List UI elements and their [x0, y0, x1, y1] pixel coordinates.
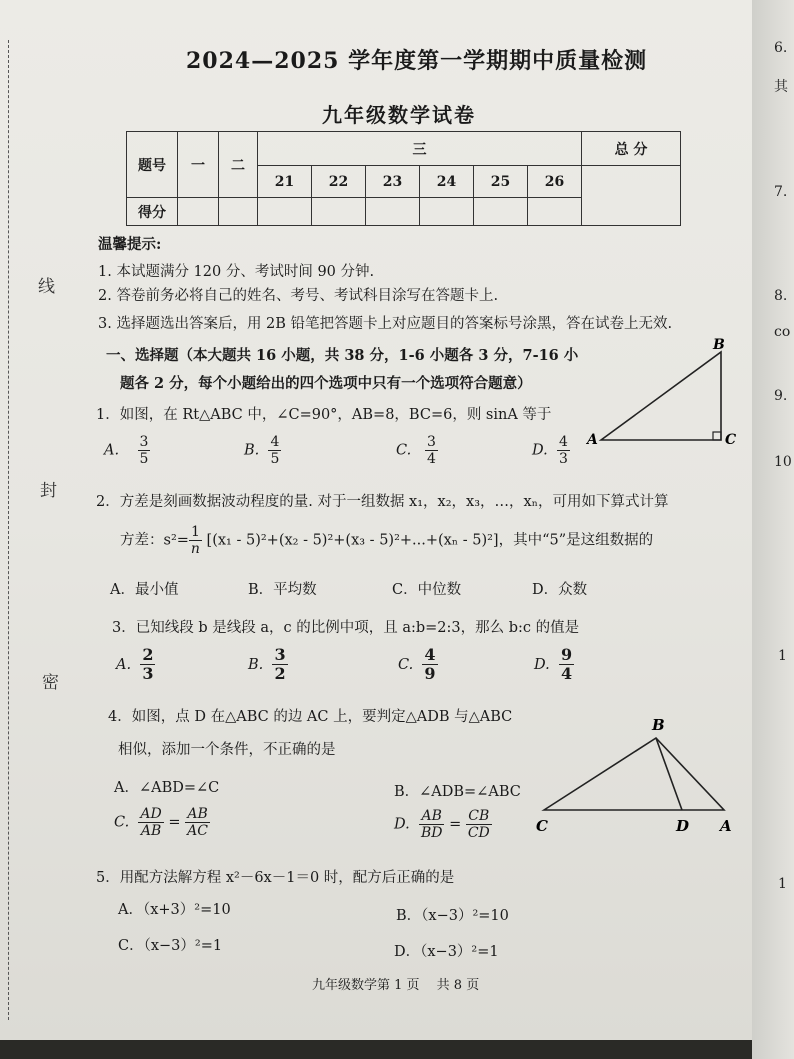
next-page-text: 其 [774, 79, 788, 95]
tip-2: 2. 答卷前务必将自己的姓名、考号、考试科目涂写在答题卡上. [98, 288, 499, 304]
score-cell [528, 198, 582, 226]
q4-option-a[interactable]: A．∠ABD=∠C [114, 780, 220, 796]
tip-1: 1. 本试题满分 120 分、考试时间 90 分钟. [98, 264, 375, 280]
segment-bd [656, 738, 682, 810]
next-page-q6: 6. [774, 40, 788, 56]
score-cell [366, 198, 420, 226]
header-cell-part3: 三 [258, 132, 582, 166]
label-a: A [587, 432, 598, 448]
binding-label-mi: 密 [42, 673, 59, 693]
question-4-line2: 相似，添加一个条件，不正确的是 [118, 742, 336, 758]
question-2-line1: 2．方差是刻画数据波动程度的量. 对于一组数据 x₁，x₂，x₃，…，xₙ，可用如下算式计算 [96, 494, 669, 510]
score-cell [474, 198, 528, 226]
section-heading-line1: 一、选择题（本大题共 16 小题，共 38 分，1-6 小题各 3 分，7-16 小 [106, 347, 579, 364]
header-cell-q24: 24 [420, 166, 474, 198]
exam-subtitle: 九年级数学试卷 [322, 103, 476, 127]
q4-option-d[interactable]: D. $\frac{AB}{BD}$ = $\frac{CB}{CD}$ [394, 808, 490, 842]
header-cell-number: 题号 [127, 132, 178, 198]
q3-option-d[interactable]: D. $\frac{9}{4}$ [534, 645, 573, 684]
score-cell [258, 198, 312, 226]
score-cell [420, 198, 474, 226]
q3-option-b[interactable]: B. $\frac{3}{2}$ [248, 645, 286, 684]
header-cell-q25: 25 [474, 166, 528, 198]
question-5-text: 5．用配方法解方程 x²－6x－1＝0 时，配方后正确的是 [96, 870, 455, 886]
label-d: D [676, 817, 690, 835]
header-cell-part1: 一 [178, 132, 219, 198]
exam-title: 2024—2025 学年度第一学期期中质量检测 [186, 48, 648, 74]
right-angle-mark [713, 432, 721, 440]
score-cell [178, 198, 219, 226]
header-cell-q22: 22 [312, 166, 366, 198]
header-cell-q21: 21 [258, 166, 312, 198]
next-page-q12: 1 [778, 876, 787, 892]
next-page-q8: 8. [774, 288, 788, 304]
q1-option-a[interactable]: A. $\frac{3}{5}$ [104, 434, 149, 468]
next-page-text: co [774, 324, 791, 340]
next-page-q11: 1 [778, 648, 787, 664]
q5-option-b[interactable]: B．（x−3）²=10 [396, 908, 509, 924]
next-page-q10: 10 [774, 454, 792, 470]
question-2-formula: 方差：s²= $\frac{1}{n}$ [(x₁ - 5)²+(x₂ - 5)²+(x₃ - 5)²+...+(xₙ - 5)²]，其中“5”是这组数据的 [120, 524, 654, 558]
q4-option-b[interactable]: B．∠ADB=∠ABC [394, 784, 521, 800]
header-cell-q26: 26 [528, 166, 582, 198]
tips-heading: 温馨提示: [98, 236, 162, 253]
q1-option-d[interactable]: D. $\frac{4}{3}$ [532, 434, 568, 468]
q3-option-c[interactable]: C. $\frac{4}{9}$ [398, 645, 436, 684]
score-cell [312, 198, 366, 226]
label-a: A [720, 817, 732, 835]
triangle-abc [544, 738, 724, 810]
score-row-label: 得分 [127, 198, 178, 226]
binding-line [8, 40, 9, 1020]
label-b: B [713, 337, 725, 353]
tip-3: 3. 选择题选出答案后，用 2B 铅笔把答题卡上对应题目的答案标号涂黑，答在试卷上无效. [98, 316, 673, 332]
q4-option-c[interactable]: C. $\frac{AD}{AB}$ = $\frac{AB}{AC}$ [114, 806, 208, 840]
q2-option-b[interactable]: B．平均数 [248, 582, 317, 598]
label-c: C [725, 432, 737, 448]
q4-triangle-figure [532, 710, 742, 836]
q3-option-a[interactable]: A. $\frac{2}{3}$ [116, 645, 154, 684]
score-cell-total [582, 166, 681, 226]
q5-option-a[interactable]: A．（x+3）²=10 [118, 902, 231, 918]
triangle-abc [601, 352, 721, 440]
question-3-text: 3．已知线段 b 是线段 a，c 的比例中项，且 a:b=2:3，那么 b:c 的值是 [112, 620, 580, 636]
q1-option-c[interactable]: C. $\frac{3}{4}$ [396, 434, 436, 468]
section-heading-line2: 题各 2 分，每个小题给出的四个选项中只有一个选项符合题意） [120, 375, 532, 392]
q1-option-b[interactable]: B. $\frac{4}{5}$ [244, 434, 280, 468]
q2-option-a[interactable]: A．最小值 [110, 582, 179, 598]
q2-option-c[interactable]: C．中位数 [392, 582, 462, 598]
score-cell [219, 198, 258, 226]
header-cell-total: 总 分 [582, 132, 681, 166]
next-page-q9: 9. [774, 388, 788, 404]
binding-label-xian: 线 [38, 277, 55, 297]
label-c: C [536, 817, 548, 835]
q2-option-d[interactable]: D．众数 [532, 582, 588, 598]
q1-triangle-figure [585, 332, 745, 452]
label-b: B [652, 716, 665, 734]
page-footer: 九年级数学第 1 页 共 8 页 [312, 978, 480, 993]
q5-option-d[interactable]: D．（x−3）²=1 [394, 944, 499, 960]
next-page-edge [752, 0, 794, 1059]
header-cell-part2: 二 [219, 132, 258, 198]
score-table [126, 131, 681, 226]
binding-label-feng: 封 [40, 481, 57, 501]
question-1-text: 1．如图，在 Rt△ABC 中，∠C=90°，AB=8，BC=6，则 sinA 等于 [96, 407, 552, 423]
header-cell-q23: 23 [366, 166, 420, 198]
question-4-line1: 4．如图，点 D 在△ABC 的边 AC 上，要判定△ADB 与△ABC [108, 709, 513, 725]
q5-option-c[interactable]: C．（x−3）²=1 [118, 938, 223, 954]
next-page-q7: 7. [774, 184, 788, 200]
